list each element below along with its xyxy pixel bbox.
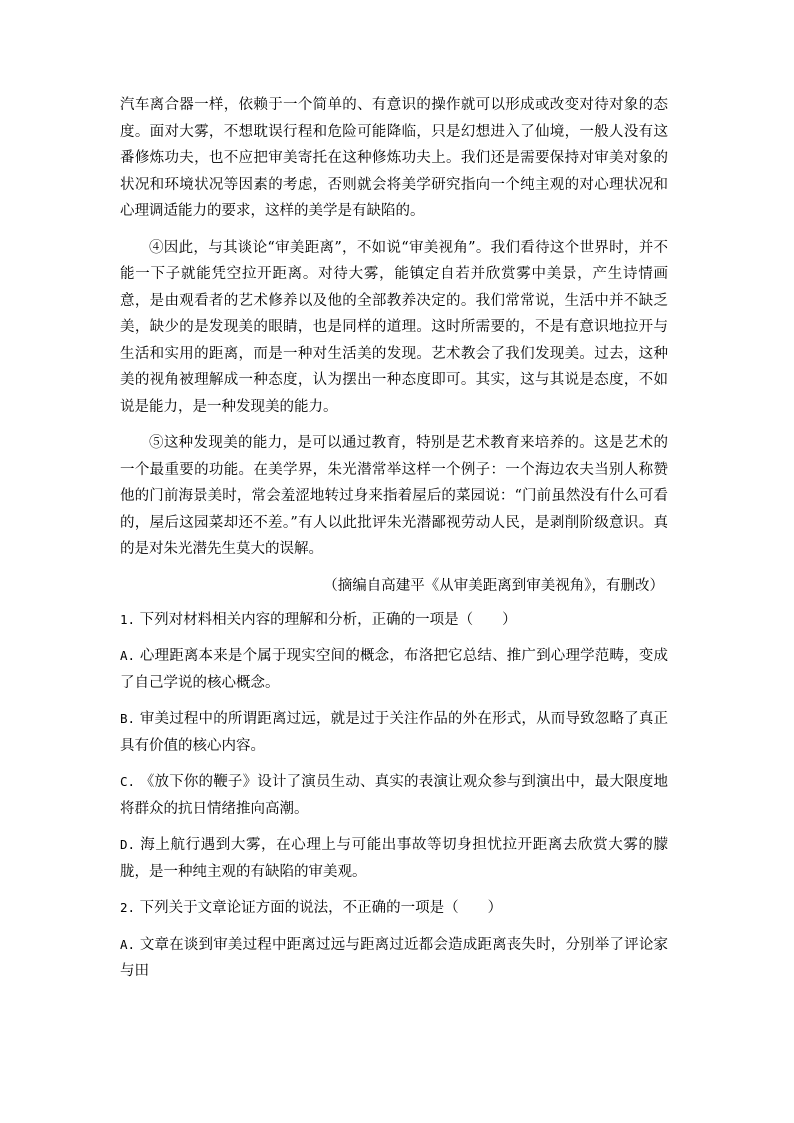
question-1-option-a	[120, 643, 668, 696]
option-letter: A.	[120, 648, 136, 663]
question-number: 2.	[120, 900, 136, 915]
question-1-stem	[120, 607, 668, 634]
option-text: 文章在谈到审美过程中距离过远与距离过近都会造成距离丧失时，分别举了评论家与田	[120, 936, 669, 979]
question-text: 下列关于文章论证方面的说法，不正确的一项是（ ）	[139, 900, 503, 916]
document-page	[120, 92, 668, 995]
option-letter: C.	[120, 774, 136, 789]
option-text: 心理距离本来是个属于现实空间的概念，布洛把它总结、推广到心理学范畴，变成了自己学说的核心概念。	[120, 648, 669, 691]
passage-source: （摘编自高建平《从审美距离到审美视角》，有删改）	[323, 577, 664, 594]
option-letter: B.	[120, 711, 136, 726]
option-text: 海上航行遇到大雾，在心理上与可能出事故等切身担忧拉开距离去欣赏大雾的朦胧，是一种纯主观的有缺陷的审美观。	[120, 837, 669, 880]
question-1-option-c	[120, 769, 668, 822]
option-text: 审美过程中的所谓距离过远，就是过于关注作品的外在形式，从而导致忽略了真正具有价值的核心内容。	[120, 711, 669, 754]
passage-paragraph-3-continuation: 汽车离合器一样，依赖于一个简单的、有意识的操作就可以形成或改变对待对象的态度。面对大雾，不想耽误行程和危险可能降临，只是幻想进入了仙境，一般人没有这番修炼功夫，也不应把审美寄托在这种修炼功夫上。我们还是需要保持对审美对象的状况和环境状况等因素的考虑，否则就会将美学研究指向一个纯主观的对心理状况和心理调适能力的要求，这样的美学是有缺陷的。	[120, 97, 668, 219]
option-letter: A.	[120, 936, 136, 952]
question-1-option-d	[120, 832, 668, 885]
question-1-option-b	[120, 706, 668, 759]
passage-paragraph-4: ④因此，与其谈论“审美距离”，不如说“审美视角”。我们看待这个世界时，并不能一下子就能凭空拉开距离。对待大雾，能镇定自若并欣赏雾中美景，产生诗情画意，是由观看者的艺术修养以及他的全部教养决定的。我们常常说，生活中并不缺乏美，缺少的是发现美的眼睛，也是同样的道理。这时所需要的，不是有意识地拉开与生活和实用的距离，而是一种对生活美的发现。艺术教会了我们发现美。过去，这种美的视角被理解成一种态度，认为摆出一种态度即可。其实，这与其说是态度，不如说是能力，是一种发现美的能力。	[120, 239, 668, 415]
question-text: 下列对材料相关内容的理解和分析，正确的一项是（ ）	[139, 611, 517, 628]
option-letter: D.	[120, 837, 136, 852]
question-number: 1.	[120, 611, 136, 627]
passage-paragraph-5: ⑤这种发现美的能力，是可以通过教育，特别是艺术教育来培养的。这是艺术的一个最重要的功能。在美学界，朱光潜常举这样一个例子：一个海边农夫当别人称赞他的门前海景美时，常会羞涩地转过身来指着屋后的菜园说：“门前虽然没有什么可看的，屋后这园菜却还不差。”有人以此批评朱光潜鄙视劳动人民，是剥削阶级意识。真的是对朱光潜先生莫大的误解。	[120, 435, 668, 557]
question-2-stem	[120, 895, 668, 922]
option-text: 《放下你的鞭子》设计了演员生动、真实的表演让观众参与到演出中，最大限度地将群众的抗日情绪推向高潮。	[120, 774, 669, 817]
question-2-option-a	[120, 932, 668, 985]
